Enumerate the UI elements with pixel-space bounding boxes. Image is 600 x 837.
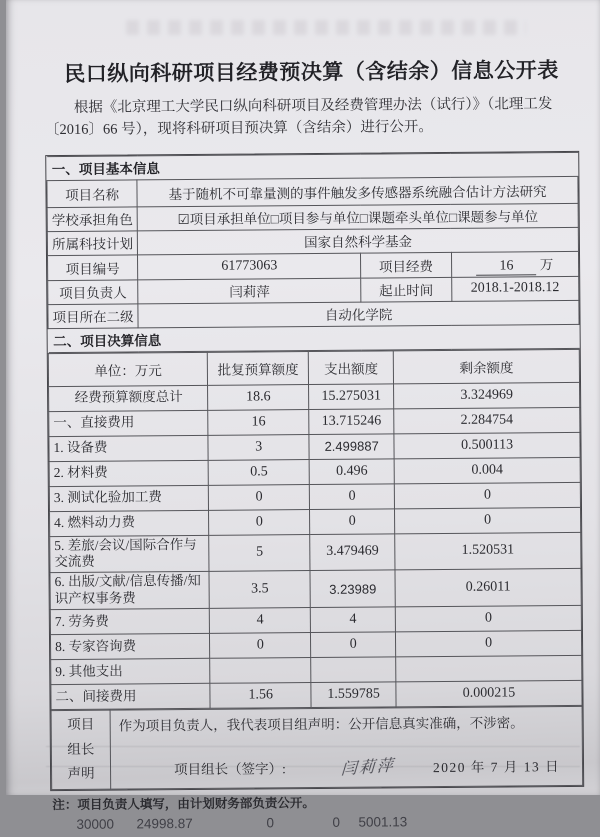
approved-value <box>210 658 311 684</box>
intro-paragraph: 根据《北京理工大学民口纵向科研项目及经费管理办法（试行）》（北理工发〔2016〕66 号），现将科研项目预决算（含结余）进行公开。 <box>44 96 553 138</box>
funding-unit: 万 <box>539 256 554 272</box>
form-content <box>44 0 585 837</box>
spent-value: 2.499887 <box>309 433 394 459</box>
declaration-table <box>51 706 584 790</box>
funding-label: 项目经费 <box>361 252 451 278</box>
remaining-value: 2.284754 <box>394 407 580 433</box>
spent-value: 0.496 <box>309 458 394 484</box>
dept-value: 自动化学院 <box>138 300 579 327</box>
approved-value: 3 <box>208 434 309 460</box>
spent-value: 1.559785 <box>311 682 396 708</box>
spent-value: 15.275031 <box>309 383 394 409</box>
approved-value: 0.5 <box>208 459 309 485</box>
remaining-value: 0.004 <box>394 457 580 483</box>
program-value: 国家自然科学基金 <box>138 227 579 254</box>
budget-col-header-approved: 批复预算额度 <box>208 351 309 385</box>
funding-value <box>451 251 579 277</box>
spent-value: 0 <box>309 483 394 509</box>
budget-row-name: 一、直接费用 <box>49 410 208 436</box>
budget-row-name: 6. 出版/文献/信息传播/知识产权事务费 <box>50 572 210 610</box>
approved-value: 1.56 <box>210 683 311 709</box>
spent-value: 0 <box>311 632 396 658</box>
spent-value: 0 <box>310 508 395 534</box>
project-name-value: 基于随机不可靠量测的事件触发多传感器系统融合估计方法研究 <box>137 176 578 206</box>
remaining-value: 3.324969 <box>394 382 580 408</box>
project-no-label: 项目编号 <box>47 254 137 280</box>
footer-number: 0 <box>266 815 275 831</box>
budget-row-travel <box>50 532 581 573</box>
signature-label: 项目组长（签字）: <box>173 760 286 777</box>
page-title: 民口纵向科研项目经费预决算（含结余）信息公开表 <box>64 58 559 86</box>
budget-table <box>48 348 583 710</box>
footer-number: 30000 <box>76 816 115 832</box>
role-label: 学校承担角色 <box>47 206 137 231</box>
budget-row-name: 9. 其他支出 <box>51 658 210 684</box>
approved-value: 0 <box>210 633 311 659</box>
declaration-label-line: 项目 <box>67 716 95 732</box>
footer-number: 0 <box>332 814 341 830</box>
section-2-header: 二、项目决算信息 <box>48 324 579 352</box>
remaining-value: 0.26011 <box>395 569 581 607</box>
duration-value: 2018.1-2018.12 <box>451 276 579 301</box>
paper-sheet <box>6 0 600 832</box>
leader-value: 闫莉萍 <box>138 278 361 304</box>
handwritten-signature: 闫莉萍 <box>340 757 396 779</box>
program-label: 所属科技计划 <box>47 230 137 255</box>
declaration-statement: 作为项目负责人，我代表项目组声明：公开信息真实准确，不涉密。 <box>118 715 524 734</box>
budget-col-header-unit: 单位：万元 <box>48 352 208 386</box>
funding-amount: 16 <box>476 258 536 275</box>
spent-value: 3.23989 <box>310 570 395 607</box>
spent-value: 3.479469 <box>310 533 395 570</box>
declaration-label <box>51 710 111 789</box>
approved-value: 0 <box>209 484 310 510</box>
approved-value: 18.6 <box>208 384 309 410</box>
spent-value: 4 <box>310 607 395 633</box>
budget-row-name: 经费预算额度总计 <box>49 385 208 411</box>
dept-label: 项目所在二级 <box>48 303 138 328</box>
budget-row-name: 7. 劳务费 <box>50 608 209 634</box>
approved-value: 5 <box>209 534 310 572</box>
basic-info-table <box>46 151 580 352</box>
approved-value: 0 <box>209 509 310 535</box>
remaining-value: 0.000215 <box>396 680 582 706</box>
section-1-header: 一、项目基本信息 <box>47 152 578 180</box>
remaining-value: 0 <box>395 605 581 631</box>
remaining-value: 0 <box>396 630 582 656</box>
remaining-value: 0 <box>395 507 581 533</box>
budget-row-name: 1. 设备费 <box>49 435 208 461</box>
budget-col-header-remaining: 剩余额度 <box>393 349 579 383</box>
project-name-label: 项目名称 <box>47 179 137 207</box>
signature-date: 2020 年 7 月 13 日 <box>432 758 561 775</box>
duration-label: 起止时间 <box>361 277 451 302</box>
footer-note: 注：项目负责人填写，由计划财务部负责公开。 <box>52 795 315 813</box>
approved-value: 16 <box>208 409 309 435</box>
remaining-value: 1.520531 <box>395 532 581 570</box>
footer-number: 24998.87 <box>136 815 193 832</box>
disclosure-form <box>45 150 584 791</box>
declaration-body <box>110 706 583 789</box>
remaining-value: 0.500113 <box>394 432 580 458</box>
declaration-label-line: 组长 <box>67 741 95 757</box>
budget-row-name: 2. 材料费 <box>49 460 208 486</box>
spent-value: 13.715246 <box>309 408 394 434</box>
approved-value: 4 <box>210 608 311 634</box>
budget-row-name: 3. 测试化验加工费 <box>49 485 208 511</box>
budget-col-header-spent: 支出额度 <box>308 350 393 384</box>
budget-row-name: 4. 燃料动力费 <box>50 510 209 536</box>
declaration-label-line: 声明 <box>67 766 95 782</box>
budget-row-name: 5. 差旅/会议/国际合作与交流费 <box>50 535 210 573</box>
budget-row-indirect <box>51 680 582 709</box>
remaining-value <box>396 655 582 681</box>
approved-value: 3.5 <box>209 571 310 609</box>
signature-row <box>119 753 574 780</box>
spent-value <box>311 657 396 683</box>
footer-number: 5001.13 <box>358 814 408 830</box>
leader-label: 项目负责人 <box>48 279 138 304</box>
budget-row-name: 8. 专家咨询费 <box>50 633 209 659</box>
budget-row-name: 二、间接费用 <box>51 683 210 709</box>
budget-row-publication <box>50 569 581 610</box>
remaining-value: 0 <box>394 482 580 508</box>
project-no-value: 61773063 <box>138 253 361 280</box>
footer-numbers <box>50 813 584 837</box>
role-options-value: ☑项目承担单位□项目参与单位□课题牵头单位□课题参与单位 <box>137 203 578 230</box>
